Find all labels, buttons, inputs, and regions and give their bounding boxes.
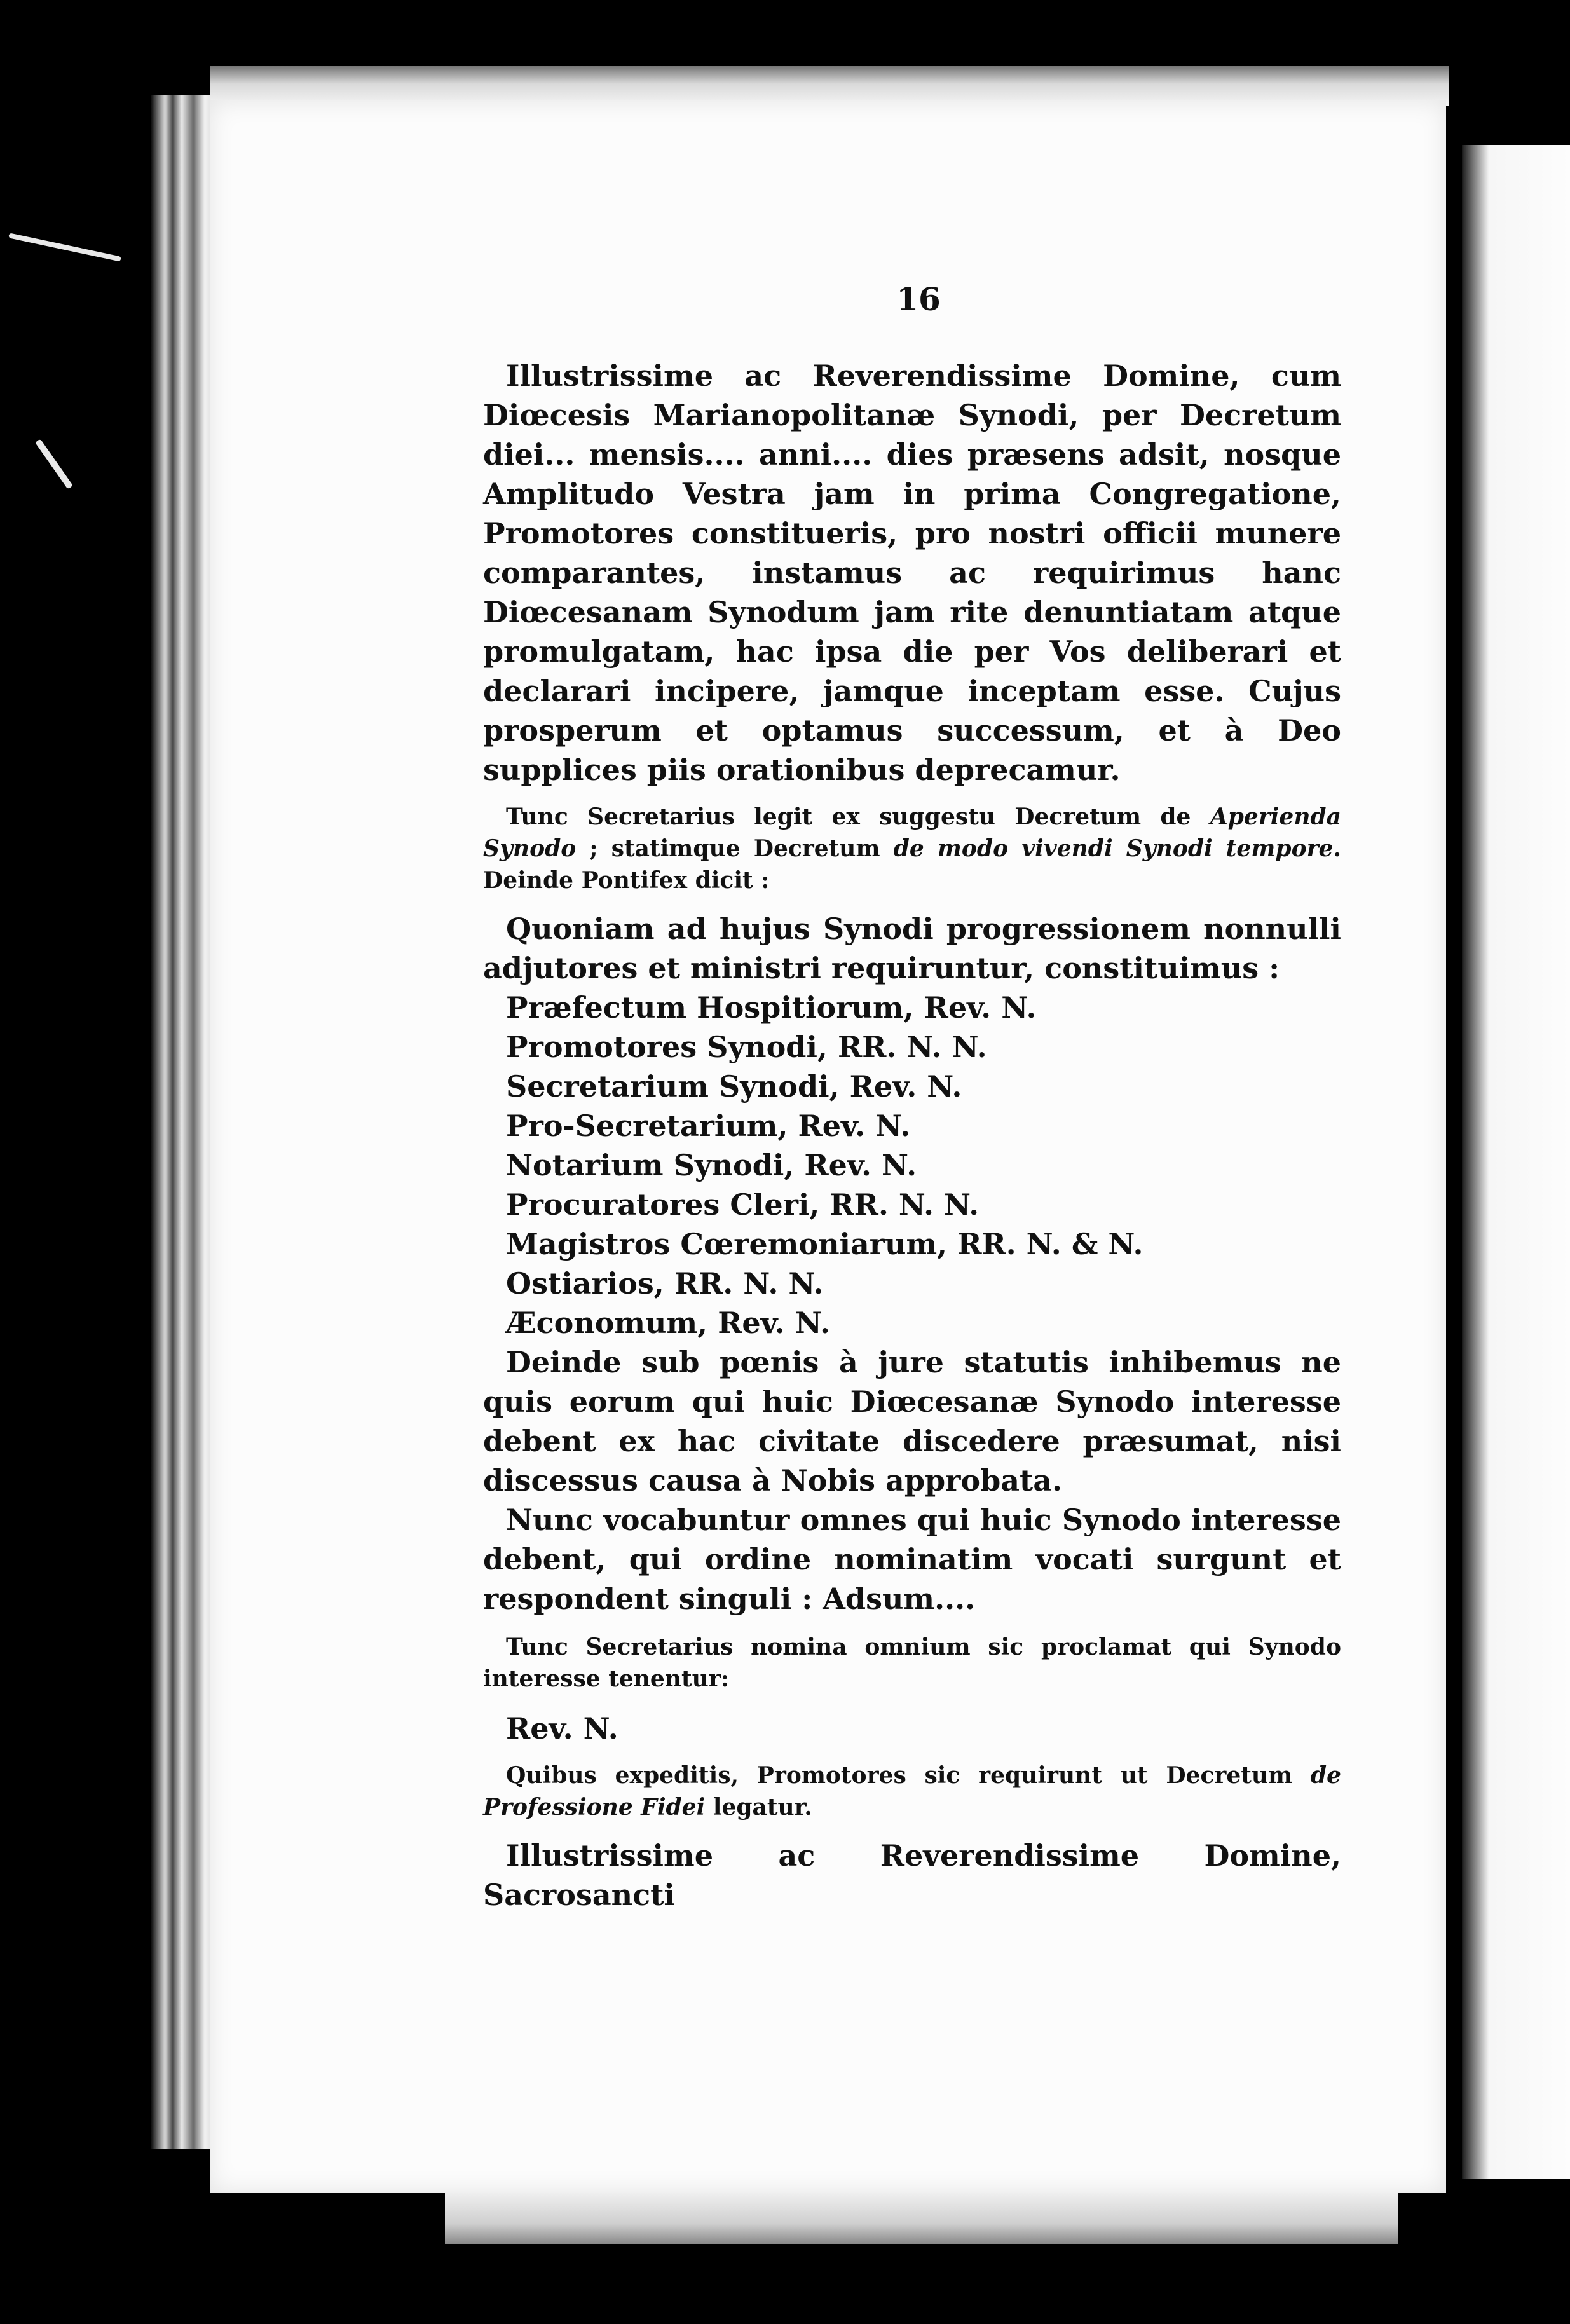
- page-text: [483, 280, 1341, 1915]
- appointment-item: Æconomum, Rev. N.: [506, 1306, 830, 1340]
- appointment-item: Notarium Synodi, Rev. N.: [506, 1148, 917, 1182]
- scan-bottom-edge: [445, 2193, 1398, 2244]
- rubric-text: Tunc Secretarius legit ex suggestu Decretum de: [506, 803, 1210, 830]
- facing-page-edge: [1462, 145, 1570, 2179]
- paragraph-appointments-intro: Quoniam ad hujus Synodi progressionem nonnulli adjutores et ministri requiruntur, constituimus :: [483, 912, 1341, 985]
- scan-artifact: [8, 233, 121, 261]
- appointment-item: Promotores Synodi, RR. N. N.: [506, 1030, 987, 1064]
- paragraph-roll-call: Nunc vocabuntur omnes qui huic Synodo interesse debent, qui ordine nominatim vocati surgunt et respondent singuli : Adsum....: [483, 1503, 1341, 1616]
- paragraph-opening: Illustrissime ac Reverendissime Domine, cum Diœcesis Marianopolitanæ Synodi, per Decretum diei... mensis.... anni.... dies præsens adsit, nosque Amplitudo Vestra jam in prima Congregatione, Promotores constitueris, pro nostri officii munere comparantes, instamus ac requirimus hanc Diœcesanam Synodum jam rite denuntiatam atque promulgatam, hac ipsa die per Vos deliberari et declarari incipere, jamque inceptam esse. Cujus prosperum et optamus successum, et à Deo supplices piis orationibus deprecamur.: [483, 359, 1341, 787]
- appointment-item: Procuratores Cleri, RR. N. N.: [506, 1187, 980, 1222]
- rubric-profession-of-faith: [483, 1760, 1341, 1823]
- scan-artifact: [35, 439, 73, 489]
- page-number: 16: [896, 280, 941, 318]
- rubric-text: ; statimque Decretum: [576, 835, 894, 862]
- appointment-item: Secretarium Synodi, Rev. N.: [506, 1069, 962, 1104]
- appointment-item: Ostiarios, RR. N. N.: [506, 1266, 824, 1301]
- rubric-secretary-reads: [483, 801, 1341, 896]
- appointments-list: [483, 988, 1341, 1343]
- rubric-text: . Deinde Pontifex dicit :: [483, 835, 1341, 894]
- name-called: Rev. N.: [506, 1711, 618, 1746]
- rubric-text: Quibus expeditis, Promotores sic requirunt ut Decretum: [506, 1762, 1311, 1789]
- rubric-italic: de modo vivendi Synodi tempore: [893, 835, 1334, 862]
- appointment-item: Pro-Secretarium, Rev. N.: [506, 1109, 911, 1143]
- rubric-proclamation: Tunc Secretarius nomina omnium sic proclamat qui Synodo interesse tenentur:: [483, 1634, 1341, 1692]
- appointment-item: Magistros Cœremoniarum, RR. N. & N.: [506, 1227, 1143, 1261]
- paragraph-inhibition: Deinde sub pœnis à jure statutis inhibemus ne quis eorum qui huic Diœcesanæ Synodo interesse debent ex hac civitate discedere præsumat, nisi discessus causa à Nobis approbata.: [483, 1345, 1341, 1498]
- scan-top-edge: [210, 66, 1449, 106]
- rubric-italic: de Professione Fidei: [483, 1762, 1341, 1821]
- rubric-text: legatur.: [705, 1794, 812, 1821]
- rubric-italic: Aperienda Synodo: [483, 803, 1341, 862]
- appointment-item: Præfectum Hospitiorum, Rev. N.: [506, 990, 1037, 1025]
- paragraph-closing: Illustrissime ac Reverendissime Domine, Sacrosancti: [483, 1838, 1341, 1912]
